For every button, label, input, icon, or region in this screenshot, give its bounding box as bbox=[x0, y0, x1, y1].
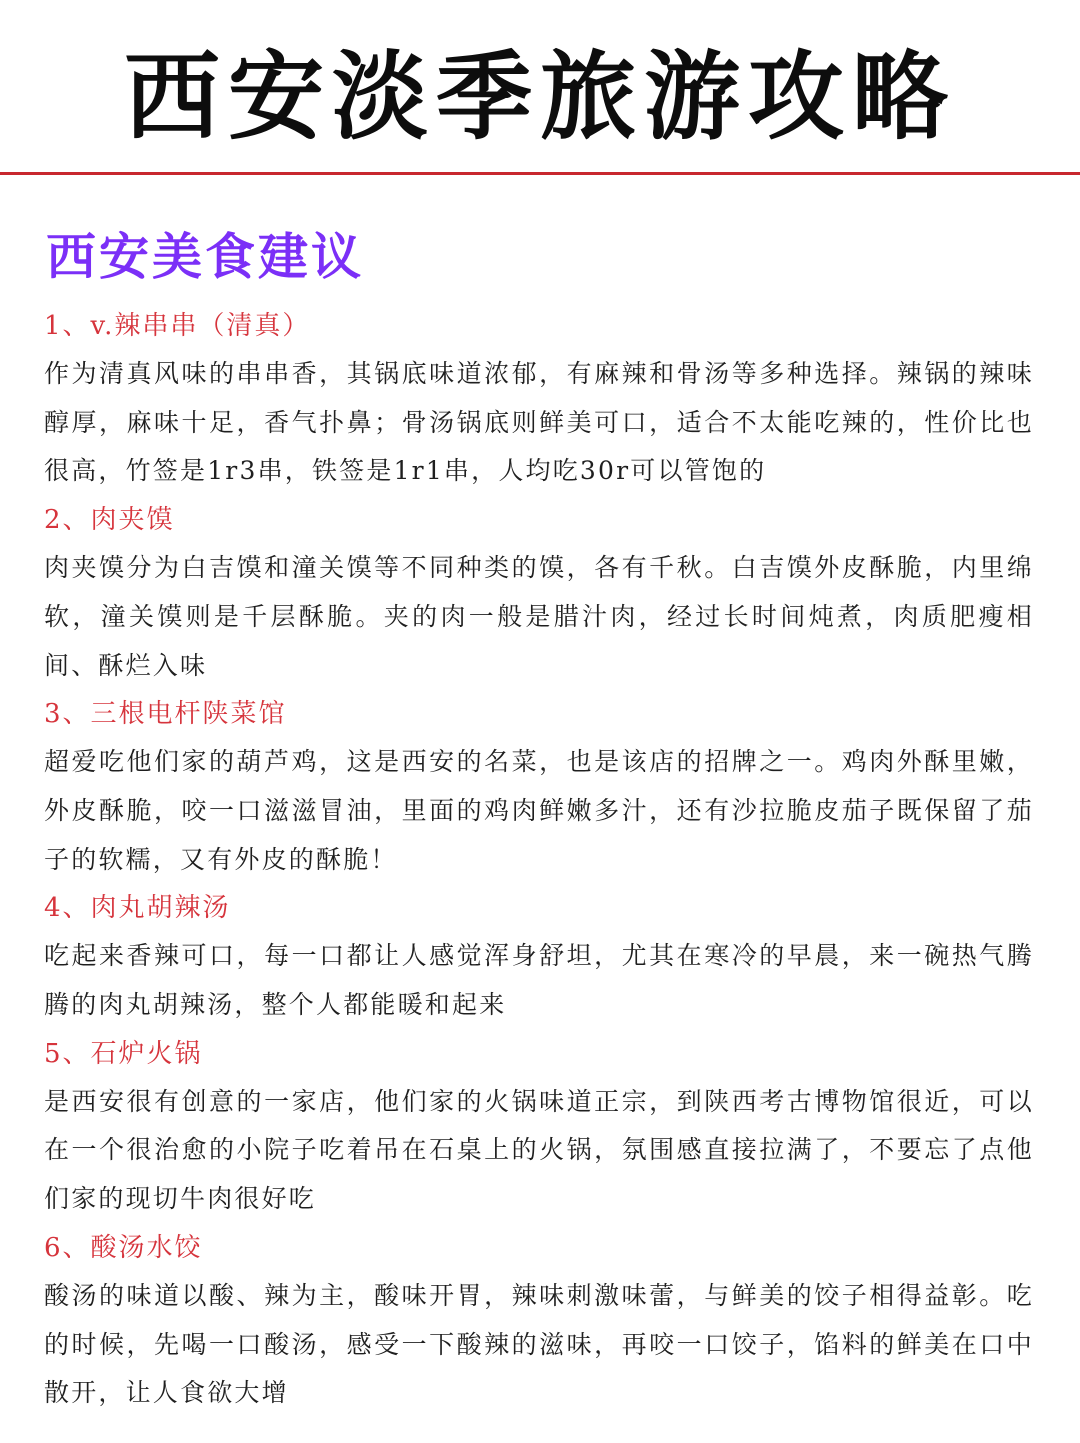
item-description: 是西安很有创意的一家店，他们家的火锅味道正宗，到陕西考古博物馆很近，可以在一个很治愈的小院子吃着吊在石桌上的火锅，氛围感直接拉满了，不要忘了点他们家的现切牛肉很好吃 bbox=[44, 1086, 1034, 1214]
item-title: 1、v.辣串串（清真） bbox=[44, 311, 311, 341]
list-item bbox=[44, 690, 1034, 884]
list-item bbox=[44, 884, 1034, 1029]
food-recommendation-list bbox=[44, 302, 1034, 1418]
page-title: 西安淡季旅游攻略 bbox=[124, 41, 956, 153]
list-item bbox=[44, 1224, 1034, 1418]
item-title: 5、石炉火锅 bbox=[44, 1038, 203, 1069]
list-item bbox=[44, 496, 1034, 690]
section-heading: 西安美食建议 bbox=[46, 227, 364, 286]
title-divider bbox=[0, 172, 1080, 175]
item-description: 肉夹馍分为白吉馍和潼关馍等不同种类的馍，各有千秋。白吉馍外皮酥脆，内里绵软，潼关馍则是千层酥脆。夹的肉一般是腊汁肉，经过长时间炖煮，肉质肥瘦相间、酥烂入味 bbox=[44, 553, 1034, 680]
item-description: 吃起来香辣可口，每一口都让人感觉浑身舒坦，尤其在寒冷的早晨，来一碗热气腾腾的肉丸胡辣汤，整个人都能暖和起来 bbox=[44, 941, 1034, 1020]
item-title: 3、三根电杆陕菜馆 bbox=[44, 699, 287, 730]
item-title: 6、酸汤水饺 bbox=[44, 1232, 203, 1263]
item-description: 超爱吃他们家的葫芦鸡，这是西安的名菜，也是该店的招牌之一。鸡肉外酥里嫩，外皮酥脆，咬一口滋滋冒油，里面的鸡肉鲜嫩多汁，还有沙拉脆皮茄子既保留了茄子的软糯，又有外皮的酥脆！ bbox=[44, 747, 1034, 874]
item-description: 酸汤的味道以酸、辣为主，酸味开胃，辣味刺激味蕾，与鲜美的饺子相得益彰。吃的时候，先喝一口酸汤，感受一下酸辣的滋味，再咬一口饺子，馅料的鲜美在口中散开，让人食欲大增 bbox=[44, 1280, 1034, 1408]
item-title: 2、肉夹馍 bbox=[44, 505, 175, 536]
item-title: 4、肉丸胡辣汤 bbox=[44, 893, 231, 924]
list-item bbox=[44, 1030, 1034, 1224]
item-description: 作为清真风味的串串香，其锅底味道浓郁，有麻辣和骨汤等多种选择。辣锅的辣味醇厚，麻味十足，香气扑鼻；骨汤锅底则鲜美可口，适合不太能吃辣的，性价比也很高，竹签是1r3串，铁签是1r1串，人均吃30r可以管饱的 bbox=[44, 359, 1034, 486]
list-item bbox=[44, 302, 1034, 496]
